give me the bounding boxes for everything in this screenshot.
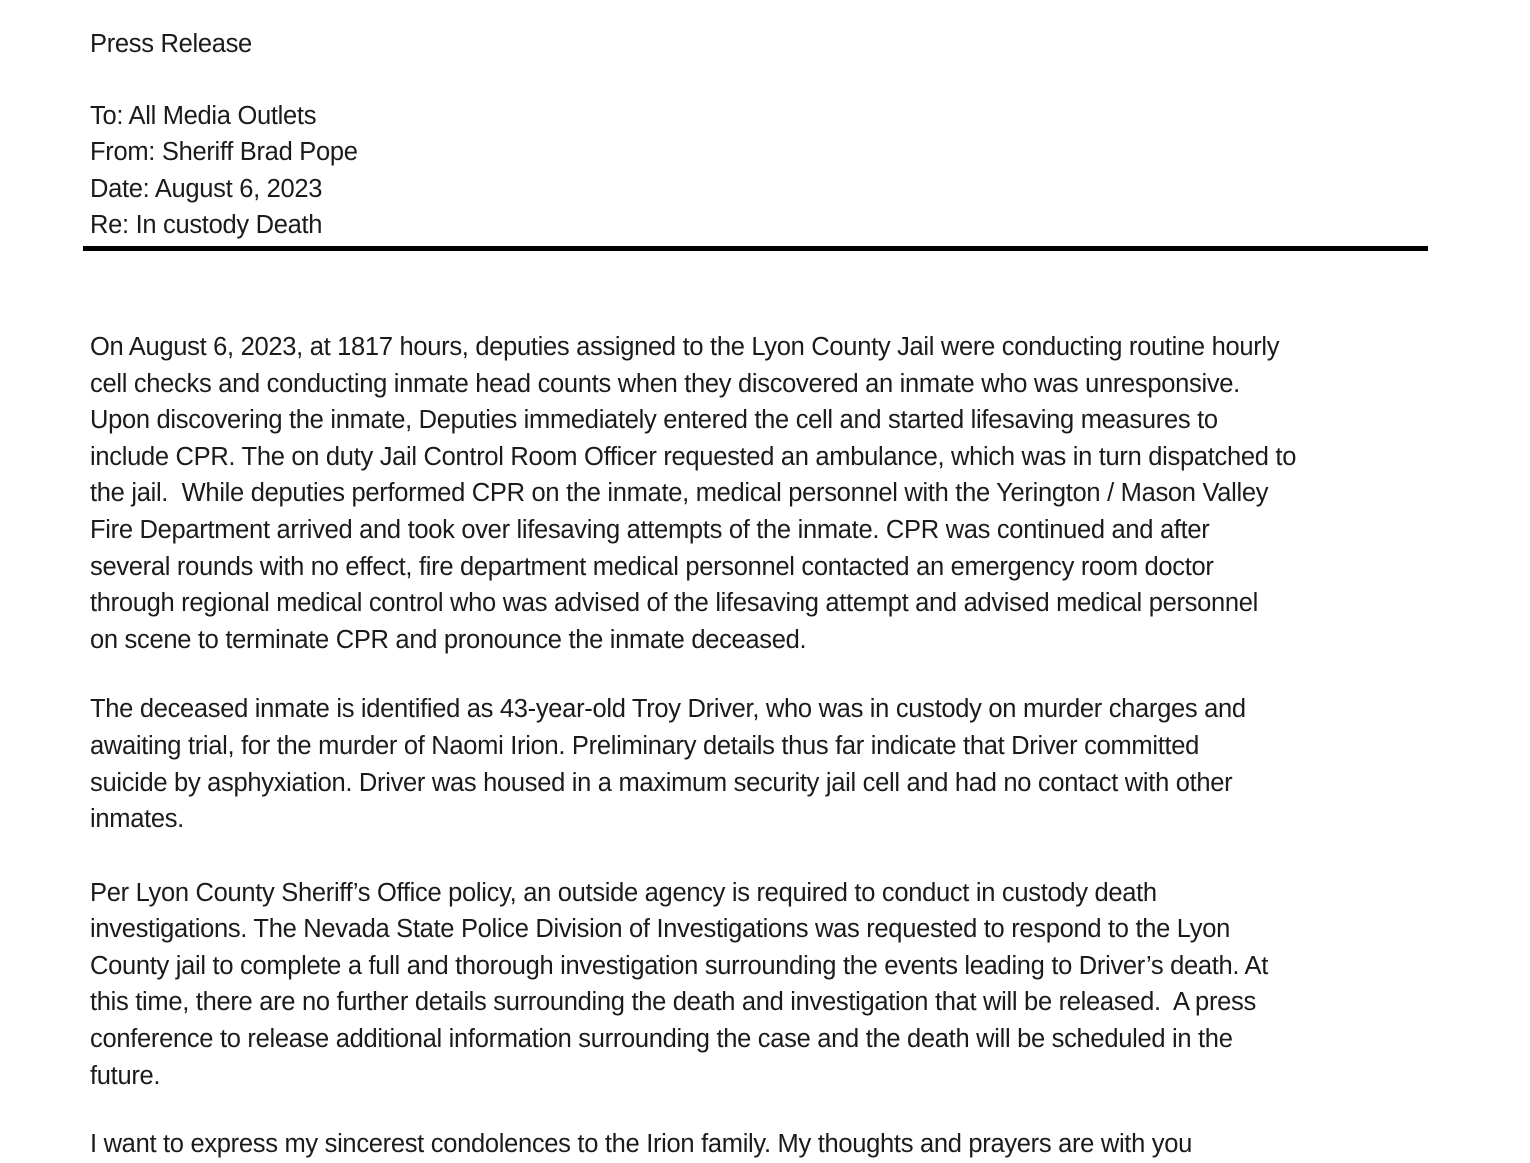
text-line: County jail to complete a full and thorough investigation surrounding the events leading to Driver’s death. At: [90, 951, 1269, 980]
text-line: On August 6, 2023, at 1817 hours, deputies assigned to the Lyon County Jail were conducting routine hourly: [90, 332, 1280, 361]
text-line: conference to release additional information surrounding the case and the death will be scheduled in the: [90, 1025, 1233, 1054]
paragraph-investigation-policy: [90, 875, 1430, 1095]
text-line: Per Lyon County Sheriff’s Office policy, an outside agency is required to conduct in custody death: [90, 878, 1157, 907]
text-line: suicide by asphyxiation. Driver was housed in a maximum security jail cell and had no contact with other: [90, 768, 1233, 797]
text-line: cell checks and conducting inmate head counts when they discovered an inmate who was unresponsive.: [90, 369, 1240, 398]
header-divider: [83, 246, 1428, 251]
memo-header: [90, 98, 1430, 244]
header-to-line: To: All Media Outlets: [90, 101, 317, 130]
header-from-line: From: Sheriff Brad Pope: [90, 138, 358, 167]
text-line: future.: [90, 1061, 161, 1090]
text-line: the jail. While deputies performed CPR on the inmate, medical personnel with the Yerington / Mason Valley: [90, 479, 1269, 508]
text-line: investigations. The Nevada State Police Division of Investigations was requested to respond to the Lyon: [90, 915, 1230, 944]
paragraph-inmate-identification: [90, 691, 1430, 837]
text-line: awaiting trial, for the murder of Naomi Irion. Preliminary details thus far indicate that Driver committed: [90, 731, 1200, 760]
header-re-line: Re: In custody Death: [90, 211, 323, 240]
text-line: Upon discovering the inmate, Deputies immediately entered the cell and started lifesaving measures to: [90, 406, 1218, 435]
text-line: on scene to terminate CPR and pronounce the inmate deceased.: [90, 625, 807, 654]
paragraph-incident-description: [90, 329, 1430, 658]
text-line: I want to express my sincerest condolences to the Irion family. My thoughts and prayers are with you: [90, 1130, 1192, 1159]
text-line: Fire Department arrived and took over lifesaving attempts of the inmate. CPR was continued and after: [90, 515, 1210, 544]
page-title: Press Release: [90, 30, 252, 58]
text-line: The deceased inmate is identified as 43-year-old Troy Driver, who was in custody on murder charges and: [90, 695, 1246, 724]
paragraph-condolences-truncated: [90, 1126, 1430, 1163]
text-line: this time, there are no further details surrounding the death and investigation that will be released. A press: [90, 988, 1256, 1017]
header-date-line: Date: August 6, 2023: [90, 174, 323, 203]
text-line: through regional medical control who was advised of the lifesaving attempt and advised medical personnel: [90, 589, 1258, 618]
text-line: inmates.: [90, 805, 184, 834]
text-line: include CPR. The on duty Jail Control Room Officer requested an ambulance, which was in turn dispatched to: [90, 442, 1297, 471]
text-line: several rounds with no effect, fire department medical personnel contacted an emergency room doctor: [90, 552, 1214, 581]
